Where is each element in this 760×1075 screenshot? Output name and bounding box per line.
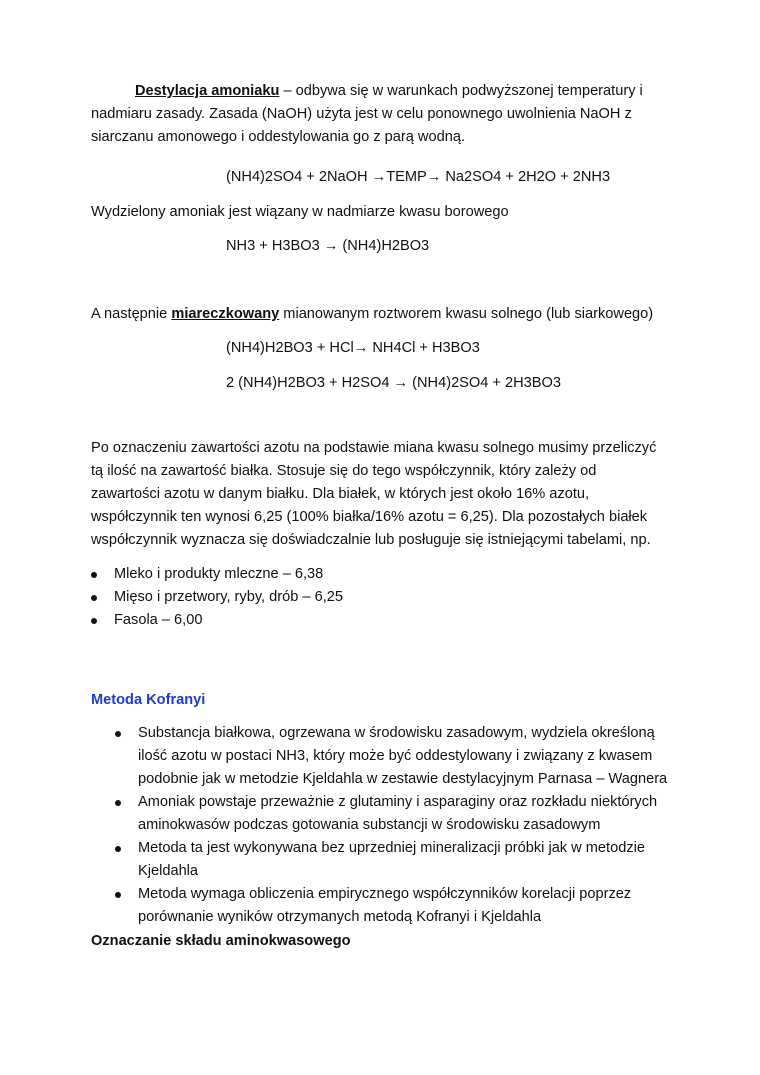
- equation-boric-acid: [226, 235, 429, 258]
- paragraph-distillation: [91, 80, 669, 149]
- term-distillation: Destylacja amoniaku: [135, 83, 280, 99]
- arrow-icon: →: [426, 169, 442, 185]
- kofranyi-method-list: [115, 722, 670, 929]
- paragraph-titration: [91, 303, 669, 326]
- titration-text-end: mianowanym roztworem kwasu solnego (lub siarkowego): [279, 306, 654, 322]
- list-item: Mięso i przetwory, ryby, drób – 6,25: [91, 586, 651, 609]
- list-item: Metoda wymaga obliczenia empirycznego współczynników korelacji poprzez porównanie wyników otrzymanych metodą Kofranyi i Kjeldahla: [115, 883, 670, 929]
- equation-2-left: NH3 + H3BO3: [226, 238, 324, 254]
- heading-amino-acid-composition: Oznaczanie składu aminokwasowego: [91, 933, 351, 949]
- equation-4-left: 2 (NH4)H2BO3 + H2SO4: [226, 375, 394, 391]
- titration-text-start: A następnie: [91, 306, 172, 322]
- equation-1-left: (NH4)2SO4 + 2NaOH: [226, 169, 372, 185]
- arrow-icon: →: [393, 375, 409, 391]
- list-item: Substancja białkowa, ogrzewana w środowisku zasadowym, wydziela określoną ilość azotu w postaci NH3, który może być oddestylowany i związany z kwasem podobnie jak w metodzie Kjeldahla w zestawie destylacyjnym Parnasa – Wagnera: [115, 722, 670, 791]
- equation-3-left: (NH4)H2BO3 + HCl: [226, 340, 354, 356]
- equation-4-right: (NH4)2SO4 + 2H3BO3: [408, 375, 561, 391]
- list-item: Mleko i produkty mleczne – 6,38: [91, 563, 651, 586]
- paragraph-protein-conversion: Po oznaczeniu zawartości azotu na podstawie miana kwasu solnego musimy przeliczyć tą ilość na zawartość białka. Stosuje się do tego współczynnik, który zależy od zawartości azotu w danym białku. Dla białek, w których jest około 16% azotu, współczynnik ten wynosi 6,25 (100% białka/16% azotu = 6,25). Dla pozostałych białek współczynnik wyznacza się doświadczalnie lub posługuje się istniejącymi tabelami, np.: [91, 440, 657, 548]
- arrow-icon: →: [371, 169, 387, 185]
- list-item: Metoda ta jest wykonywana bez uprzedniej mineralizacji próbki jak w metodzie Kjeldahla: [115, 837, 670, 883]
- list-item: Amoniak powstaje przeważnie z glutaminy i asparaginy oraz rozkładu niektórych aminokwasów podczas gotowania substancji w środowisku zasadowym: [115, 791, 670, 837]
- heading-kofranyi-method: Metoda Kofranyi: [91, 692, 206, 708]
- equation-2-right: (NH4)H2BO3: [338, 238, 430, 254]
- paragraph-boric-acid: Wydzielony amoniak jest wiązany w nadmiarze kwasu borowego: [91, 204, 509, 220]
- equation-3-right: NH4Cl + H3BO3: [368, 340, 480, 356]
- paragraph-distillation-text: – odbywa się w warunkach podwyższonej temperatury i nadmiaru zasady. Zasada (NaOH) użyta jest w celu ponownego uwolnienia NaOH z siarczanu amonowego i oddestylowania go z parą wodną.: [91, 83, 643, 145]
- arrow-icon: →: [323, 238, 339, 254]
- equation-distillation: [226, 166, 610, 189]
- equation-h2so4: [226, 372, 561, 395]
- conversion-factor-list: [91, 563, 651, 632]
- equation-hcl: [226, 337, 480, 360]
- equation-1-condition: TEMP: [386, 169, 427, 185]
- term-titrated: miareczkowany: [171, 306, 280, 322]
- arrow-icon: →: [353, 340, 369, 356]
- list-item: Fasola – 6,00: [91, 609, 651, 632]
- equation-1-right: Na2SO4 + 2H2O + 2NH3: [441, 169, 611, 185]
